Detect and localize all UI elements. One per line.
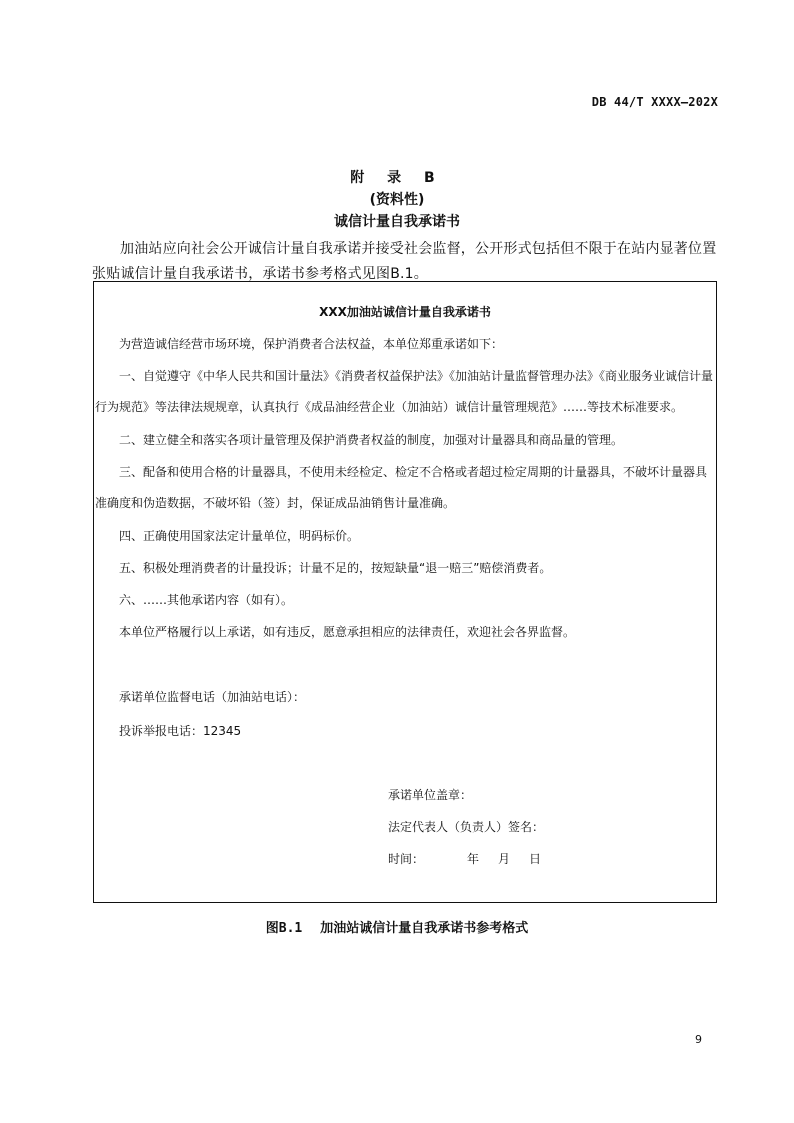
intro-paragraph: 加油站应向社会公开诚信计量自我承诺并接受社会监督，公开形式包括但不限于在站内显著位置张贴诚信计量自我承诺书，承诺书参考格式见图B.1。: [92, 241, 717, 282]
pledge-item-4: 四、正确使用国家法定计量单位，明码标价。: [119, 529, 360, 543]
pledge-item-6: 六、……其他承诺内容（如有）。: [119, 593, 294, 607]
pledge-item-1: 一、自觉遵守《中华人民共和国计量法》《消费者权益保护法》《加油站计量监督管理办法》《商业服务业诚信计量行为规范》等法律法规规章，认真执行《成品油经营企业（加油站）诚信计量管理规范》……等技术标准要求。: [95, 369, 714, 414]
time-label: 时间：: [388, 852, 425, 866]
pledge-form-frame: [93, 281, 717, 903]
appendix-title: 附 录 B: [350, 170, 444, 186]
supervision-phone-label: 承诺单位监督电话（加油站电话）：: [119, 690, 306, 704]
month-label: 月: [498, 852, 511, 866]
appendix-name: 诚信计量自我承诺书: [334, 214, 460, 230]
pledge-closing: 本单位严格履行以上承诺，如有违反，愿意承担相应的法律责任，欢迎社会各界监督。: [119, 625, 576, 639]
pledge-item-5: 五、积极处理消费者的计量投诉；计量不足的，按短缺量“退一赔三”赔偿消费者。: [119, 561, 552, 575]
appendix-nature: (资料性): [369, 192, 425, 208]
pledge-item-3: 三、配备和使用合格的计量器具，不使用未经检定、检定不合格或者超过检定周期的计量器具，不破坏计量器具准确度和伪造数据，不破坏铅（签）封，保证成品油销售计量准确。: [95, 465, 708, 510]
signature-label: 法定代表人（负责人）签名：: [388, 820, 545, 834]
page-number: 9: [695, 1033, 702, 1046]
standard-code: DB 44/T XXXX—202X: [591, 95, 718, 109]
day-label: 日: [529, 852, 542, 866]
figure-caption: [0, 917, 794, 936]
pledge-form-title: XXX加油站诚信计量自我承诺书: [319, 305, 491, 319]
seal-label: 承诺单位盖章：: [388, 788, 473, 802]
pledge-item-2: 二、建立健全和落实各项计量管理及保护消费者权益的制度，加强对计量器具和商品量的管理。: [119, 433, 624, 447]
year-label: 年: [467, 852, 480, 866]
figure-caption-text: 加油站诚信计量自我承诺书参考格式: [320, 921, 529, 936]
complaint-phone-label: 投诉举报电话：12345: [119, 724, 242, 738]
figure-label: 图B.1: [265, 921, 303, 936]
pledge-preamble: 为营造诚信经营市场环境，保护消费者合法权益，本单位郑重承诺如下：: [119, 337, 504, 351]
